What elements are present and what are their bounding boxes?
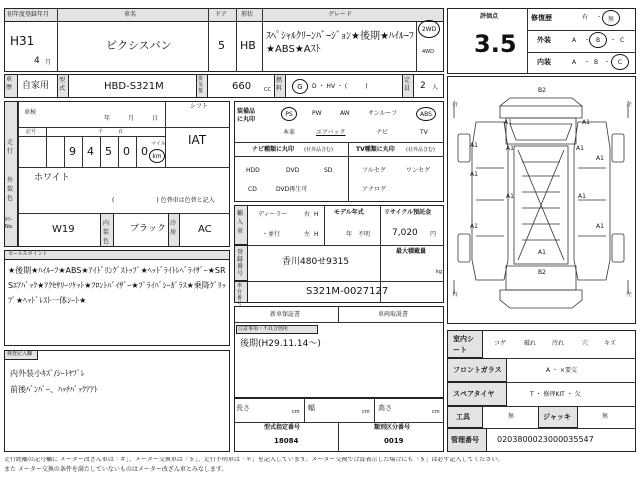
inspection-year-unit: 年	[104, 115, 111, 122]
type-no-label: 型式指定番号	[264, 424, 301, 431]
mileage-label: 走行	[7, 139, 14, 155]
max-load-label: 最大積載量	[396, 248, 427, 255]
chassis-value: S321M-0027127	[306, 286, 389, 297]
hundred-label: 百	[118, 129, 124, 135]
ext-grade-c: C	[620, 37, 625, 44]
equip-nav: ナビ	[376, 129, 389, 136]
nav-type-note: (社外品含む)	[304, 147, 333, 153]
mileage-digit-4: 0	[123, 145, 130, 158]
width-label: 幅	[308, 404, 315, 412]
class-no-value: 0019	[384, 437, 404, 445]
first-reg-month: 4	[34, 56, 40, 66]
import-label: 輸入車	[237, 210, 244, 235]
class-no-label: 類別区分番号	[374, 424, 411, 431]
reg-number-label: 登録番号	[237, 249, 244, 277]
ext-dot-1: ・	[584, 37, 591, 44]
chassis-label: 車台番号	[237, 283, 243, 307]
sales-points-label: セールスポイント	[8, 251, 48, 257]
row2-table	[4, 74, 444, 98]
diagram-side-left-rear: 左	[626, 291, 633, 298]
diagram-side-right-front: 右	[452, 101, 459, 108]
diagram-mark-a1-6: A1	[596, 155, 604, 162]
doors-value: 5	[218, 39, 225, 52]
ac-value: AC	[198, 224, 212, 235]
ac-label: 冷房	[170, 220, 177, 236]
left-hand: 左	[304, 231, 311, 238]
type-no-value: 18084	[274, 437, 299, 445]
record-label: 記号	[26, 129, 37, 135]
nav-dvd-play: DVD再生可	[276, 186, 308, 193]
mileage-digit-5: 0	[141, 145, 148, 158]
spare-tire-label: スペアタイヤ	[453, 390, 495, 398]
mileage-digit-3: 5	[105, 145, 112, 158]
fuel-options: D ・ HV ・ ( )	[312, 83, 368, 90]
shape-value: HB	[240, 39, 256, 52]
diagram-mark-a1-3: A1	[470, 142, 478, 149]
dealer-label: ディーラー	[258, 211, 288, 218]
manual: 車両取説書	[378, 311, 409, 318]
inspection-month-unit: 月	[128, 115, 135, 122]
model-value: HBD-S321M	[104, 81, 164, 92]
score-label: 評価点	[480, 13, 499, 20]
diagram-side-left-front: 左	[626, 101, 633, 108]
equip-tv: TV	[420, 129, 428, 136]
ext-grade-a: A	[572, 37, 577, 44]
exterior-color-value: ホワイト	[34, 173, 70, 183]
diagram-mark-a1-9: A1	[578, 193, 586, 200]
tools-label: 工具	[456, 413, 470, 421]
diagram-mark-a1-8: A1	[506, 193, 514, 200]
nav-hdd: HDD	[246, 167, 260, 174]
first-reg-year: H31	[10, 34, 35, 48]
inspector-text: 内外装小ｷｽﾞ/ｼｰﾄﾔﾌﾞﾚ 前後ﾊﾞﾝﾊﾟｰ、ﾊｯﾁﾊﾞｯｸｱｱﾄ	[10, 369, 98, 394]
interior-color-label: 内装色	[103, 220, 110, 245]
records-block	[234, 306, 444, 398]
capacity-label: 定員	[404, 77, 411, 92]
height-unit: cm	[432, 409, 440, 415]
tv-analog: アナログ	[362, 186, 387, 193]
sales-points-text: ★後期★ﾊｲﾙｰﾌ★ABS★ｱｲﾄﾞﾘﾝｸﾞｽﾄｯﾌﾟ★ﾍｯﾄﾞﾗｲﾄﾚﾍﾞﾗｲｻﾞｰ★SRSｴｱﾊﾞｯｸ★ｱｸｾｻﾘｰｿｹｯﾄ★ﾌﾛﾝﾄﾊﾞｲｻﾞｰ★ﾌﾟﾗｲﾊﾞｼｰｶﾞﾗｽ★乗降ｸﾞﾘｯﾌﾟ★ﾍｯﾄﾞﾚｽﾄ一体ｼｰﾄ★	[8, 266, 226, 305]
person-unit: 人	[432, 84, 439, 91]
seat-scratch: キズ	[604, 340, 616, 347]
repair-dot: ・	[596, 14, 603, 21]
nav-dvd: DVD	[286, 167, 300, 174]
first-reg-label: 初年度登録年月	[7, 11, 50, 18]
length-label: 長さ	[236, 404, 250, 412]
int-grade-b: B	[594, 59, 599, 66]
displacement-value: 660	[232, 81, 252, 92]
color-change-note: ( ) 色替車は色替と記入	[112, 197, 215, 204]
car-name: ピクシスバン	[106, 39, 172, 52]
notes-label: 注意事項・不具合箇所	[238, 326, 289, 332]
new-warranty: 新車保証書	[270, 311, 301, 318]
car-damage-diagram	[448, 84, 634, 320]
equip-aw: AW	[340, 110, 350, 117]
diagram-mark-a1-4: A1	[506, 145, 514, 152]
seat-label: 室内シート	[453, 335, 474, 354]
equip-sunroof: サンルーフ	[368, 110, 398, 117]
thousand-label: 千	[98, 129, 104, 135]
tv-fullseg: フルセグ	[362, 167, 386, 174]
notes-text: 後期(H29.11.14～)	[240, 339, 321, 349]
int-dot-1: ・	[584, 59, 591, 66]
fuel-label: 燃料	[276, 77, 283, 92]
ext-dot-2: ・	[610, 37, 617, 44]
recycle-value: 7,020	[392, 228, 418, 238]
nav-cd: CD	[248, 186, 257, 193]
diagram-mark-a1-1: A1	[504, 119, 512, 126]
diagram-side-right-rear: 右	[452, 291, 459, 298]
model-year-label: モデル年式	[334, 209, 364, 216]
spare-tire-value: T ・ 修理KIT ・ 欠	[530, 391, 581, 398]
recycle-label: リサイクル預託金	[384, 209, 432, 216]
inspection-day-unit: 日	[152, 115, 159, 122]
jack-value: 無	[602, 413, 609, 420]
handle-h2: H	[314, 231, 319, 238]
parallel-label: ・並行	[262, 231, 281, 238]
car-name-label: 車名	[124, 11, 137, 18]
seat-tear: 破れ	[524, 340, 537, 347]
category-value: 自家用	[22, 81, 50, 91]
equip-ps-circle: PS	[281, 107, 297, 121]
front-glass-value: A ・ ×要交	[546, 367, 577, 374]
int-dot-2: ・	[604, 59, 611, 66]
equip-airbag: エアバック	[316, 129, 346, 136]
color-no-label: ｶﾗｰNo.	[5, 217, 14, 230]
interior-grade-label: 内装	[537, 58, 551, 66]
diagram-mark-a1-7: A1	[470, 171, 478, 178]
seat-hole: 穴	[582, 340, 589, 347]
shift-value: IAT	[188, 133, 207, 147]
km-unit-circle: km	[149, 149, 165, 163]
color-no-value: W19	[52, 224, 75, 235]
mileage-digit-2: 4	[87, 145, 94, 158]
repair-label: 修復歴	[531, 14, 552, 22]
equipment-label: 装備品に丸印	[237, 108, 256, 123]
fuel-selected-circle: G	[292, 79, 308, 94]
shape-label: 形状	[241, 11, 254, 18]
mgmt-value: 0203800023000035547	[497, 435, 594, 444]
front-glass-label: フロントガラス	[453, 366, 502, 374]
cc-unit: CC	[264, 87, 271, 93]
diagram-mark-a1-2: A1	[582, 119, 590, 126]
displacement-label: 排気量	[198, 76, 204, 94]
equip-abs-circle: ABS	[416, 107, 436, 121]
category-label: 車歴	[6, 76, 13, 91]
height-label: 高さ	[378, 404, 392, 412]
yen-unit: 円	[430, 231, 437, 238]
interior-color-value: ブラック	[130, 224, 166, 234]
int-grade-a: A	[572, 59, 577, 66]
equip-leather: 本革	[283, 129, 296, 136]
score-value: 3.5	[474, 30, 517, 58]
seat-stain: 汚れ	[552, 340, 565, 347]
tv-type-note: (社外品含む)	[406, 147, 435, 153]
inspection-label: 車検	[24, 109, 37, 116]
jack-label: ジャッキ	[543, 413, 571, 421]
mileage-digit-1: 9	[69, 145, 76, 158]
repair-yes: 有	[582, 14, 589, 21]
inspector-label: 検査記入欄	[7, 351, 33, 357]
diagram-mark-a1-10: A1	[470, 223, 478, 230]
exterior-color-label: 外装色	[7, 177, 14, 202]
int-grade-c-circle: C	[611, 54, 629, 70]
grade-value: ｽﾍﾟｼｬﾙｸﾘｰﾝﾊﾞｰｼﾞｮﾝ★後期★ﾊｲﾙｰﾌ★ABS★Aｽﾄ	[266, 31, 414, 55]
footer-note-1: 走行距離の記号欄に メーター改ざん車は「＃」、メーター交換車は「＄」、走行不明車は「＊」を記入しています。メーター交換で合算表示した場合にも「＄」は必ず記入してください。	[4, 457, 504, 463]
ext-grade-b-circle: B	[589, 32, 607, 48]
diagram-mark-a1-12: A1	[538, 249, 546, 256]
mile-unit: マイル	[151, 141, 166, 147]
capacity-value: 2	[420, 81, 426, 91]
right-hand: 右	[304, 211, 311, 218]
tv-oneseg: ワンセグ	[406, 167, 431, 174]
shift-label: シフト	[190, 103, 209, 110]
tools-value: 無	[508, 413, 515, 420]
equip-pw: PW	[312, 110, 322, 117]
reg-number-value: 香川480せ9315	[282, 257, 350, 267]
diagram-mark-a1-5: A1	[576, 145, 584, 152]
diagram-mark-a1-11: A1	[596, 223, 604, 230]
nav-sd: SD	[324, 167, 333, 174]
doors-label: ドア	[215, 11, 227, 18]
grade-label: グレード	[328, 11, 353, 18]
diagram-mark-b2-front: B2	[538, 87, 546, 94]
kg-unit: kg	[436, 269, 443, 275]
model-year-unit: 年 不明	[346, 231, 371, 238]
drive-2wd-circle: 2WD	[418, 20, 440, 38]
diagram-mark-b2-rear: B2	[538, 269, 546, 276]
drive-4wd: 4WD	[422, 49, 434, 55]
nav-type-header: ナビ種類に丸印	[252, 146, 295, 153]
repair-no-circle: 無	[602, 10, 620, 26]
handle-h1: H	[314, 211, 319, 218]
mgmt-label: 管理番号	[451, 436, 479, 444]
tv-type-header: TV種類に丸印	[356, 146, 395, 153]
footer-note-2: また メーター交換の条件を満たしていないものはメーター改ざん車とみなします。	[4, 466, 228, 473]
seat-burn: コゲ	[494, 340, 507, 347]
width-unit: cm	[362, 409, 370, 415]
month-unit: 月	[45, 59, 52, 66]
length-unit: cm	[292, 409, 300, 415]
model-label: 型式	[59, 77, 66, 92]
exterior-grade-label: 外装	[537, 36, 551, 44]
